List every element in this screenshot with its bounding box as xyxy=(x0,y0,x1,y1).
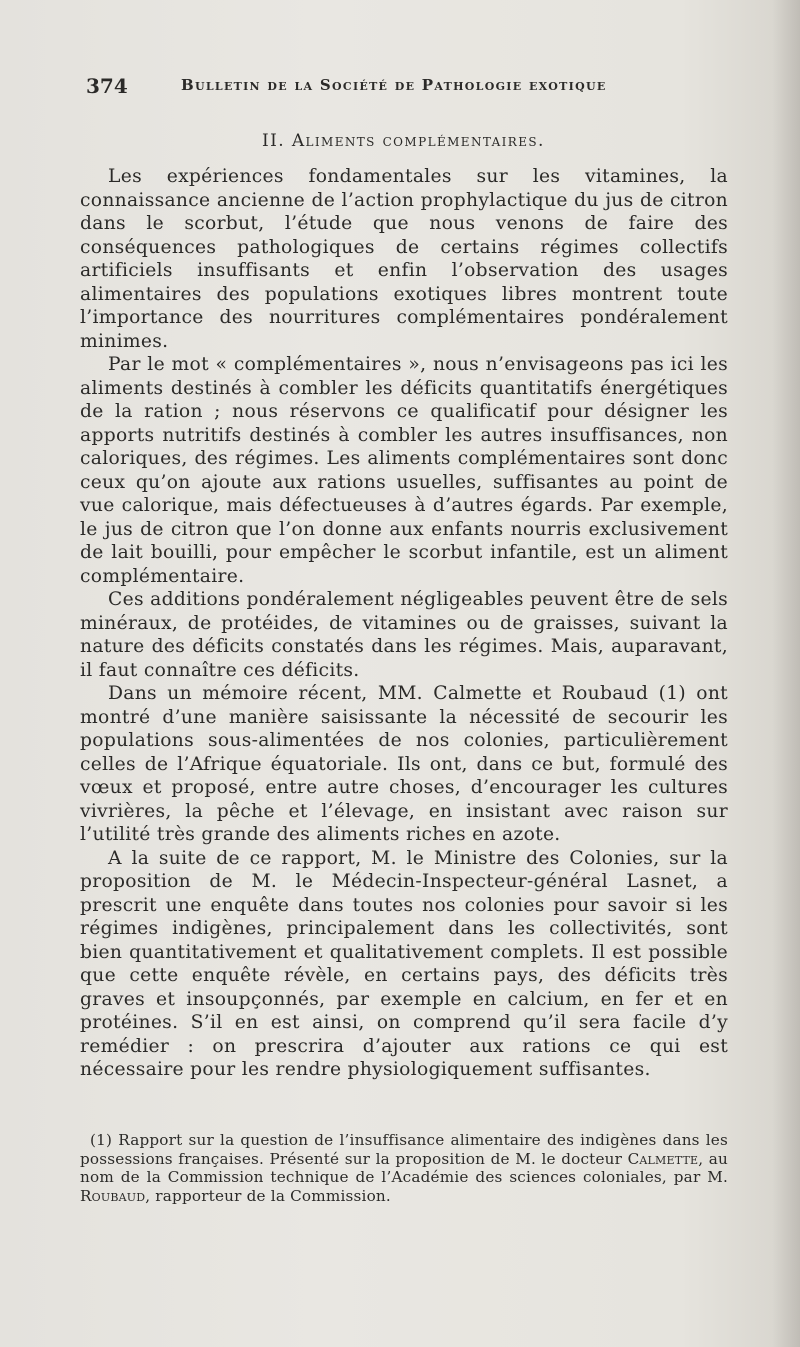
page-edge-shadow xyxy=(772,0,800,1347)
running-head xyxy=(86,74,656,102)
paragraph-5: A la suite de ce rapport, M. le Ministre des Colonies, sur la proposition de M. le Médecin-Inspecteur-général Lasnet, a prescrit une enquête dans toutes nos colonies pour savoir si les régimes indigènes, principalement dans les collectivités, sont bien quantitativement et qualitativement complets. Il est possible que cette enquête révèle, en certains pays, des déficits très graves et insoupçonnés, par exemple en calcium, en fer et en protéines. S’il en est ainsi, on comprend qu’il sera facile d’y remédier : on prescrira d’ajouter aux rations ce qui est nécessaire pour les rendre physiologiquement suffisantes. xyxy=(80,847,728,1080)
body-text xyxy=(80,165,728,1082)
page-number: 374 xyxy=(86,74,128,98)
paragraph-3: Ces additions pondéralement négligeables peuvent être de sels minéraux, de protéides, de vitamines ou de graisses, suivant la nature des déficits constatés dans les régimes. Mais, auparavant, il faut connaître ces déficits. xyxy=(80,589,728,681)
footnote-author-calmette: Calmette xyxy=(627,1149,699,1168)
paragraph-1: Les expériences fondamentales sur les vitamines, la connaissance ancienne de l’action prophylactique du jus de citron dans le scorbut, l’étude que nous venons de faire des conséquences pathologiques de certains régimes collectifs artificiels insuffisants et enfin l’observation des usages alimentaires des populations exotiques libres montrent toute l’importance des nourritures complémentaires pondéralement minimes. xyxy=(80,166,728,352)
footnotes xyxy=(80,1131,728,1205)
paragraph-4: Dans un mémoire récent, MM. Calmette et Roubaud (1) ont montré d’une manière saisissante la nécessité de secourir les populations sous-alimentées de nos colonies, particulièrement celles de l’Afrique équatoriale. Ils ont, dans ce but, formulé des vœux et proposé, entre autre choses, d’encourager les cultures vivrières, la pêche et l’élevage, en insistant avec raison sur l’utilité très grande des aliments riches en azote. xyxy=(80,683,728,845)
paragraph-2: Par le mot « complémentaires », nous n’envisageons pas ici les aliments destinés à combler les déficits quantitatifs énergétiques de la ration ; nous réservons ce qualificatif pour désigner les apports nutritifs destinés à combler les autres insuffisances, non caloriques, des régimes. Les aliments complémentaires sont donc ceux qu’on ajoute aux rations usuelles, suffisantes au point de vue calorique, mais défectueuses à d’autres égards. Par exemple, le jus de citron que l’on donne aux enfants nourris exclusivement de lait bouilli, pour empêcher le scorbut infantile, est un aliment complémentaire. xyxy=(80,354,728,587)
footnote-author-roubaud: Roubaud xyxy=(80,1186,146,1205)
section-title: II. Aliments complémentaires. xyxy=(262,131,545,151)
footnote-marker: (1) xyxy=(90,1131,113,1149)
footnote-text-1: Rapport sur la question de l’insuffisance alimentaire des indigènes dans les possessions françaises. Présenté sur la proposition de M. le docteur xyxy=(80,1131,728,1168)
footnote-text-3: , rapporteur de la Commission. xyxy=(145,1186,391,1205)
journal-title: Bulletin de la Société de Pathologie exotique xyxy=(181,76,607,94)
footnote-1 xyxy=(80,1131,728,1205)
footnote-text-2: , au nom de la Commission technique de l’Académie des sciences coloniales, par M. xyxy=(80,1149,728,1187)
